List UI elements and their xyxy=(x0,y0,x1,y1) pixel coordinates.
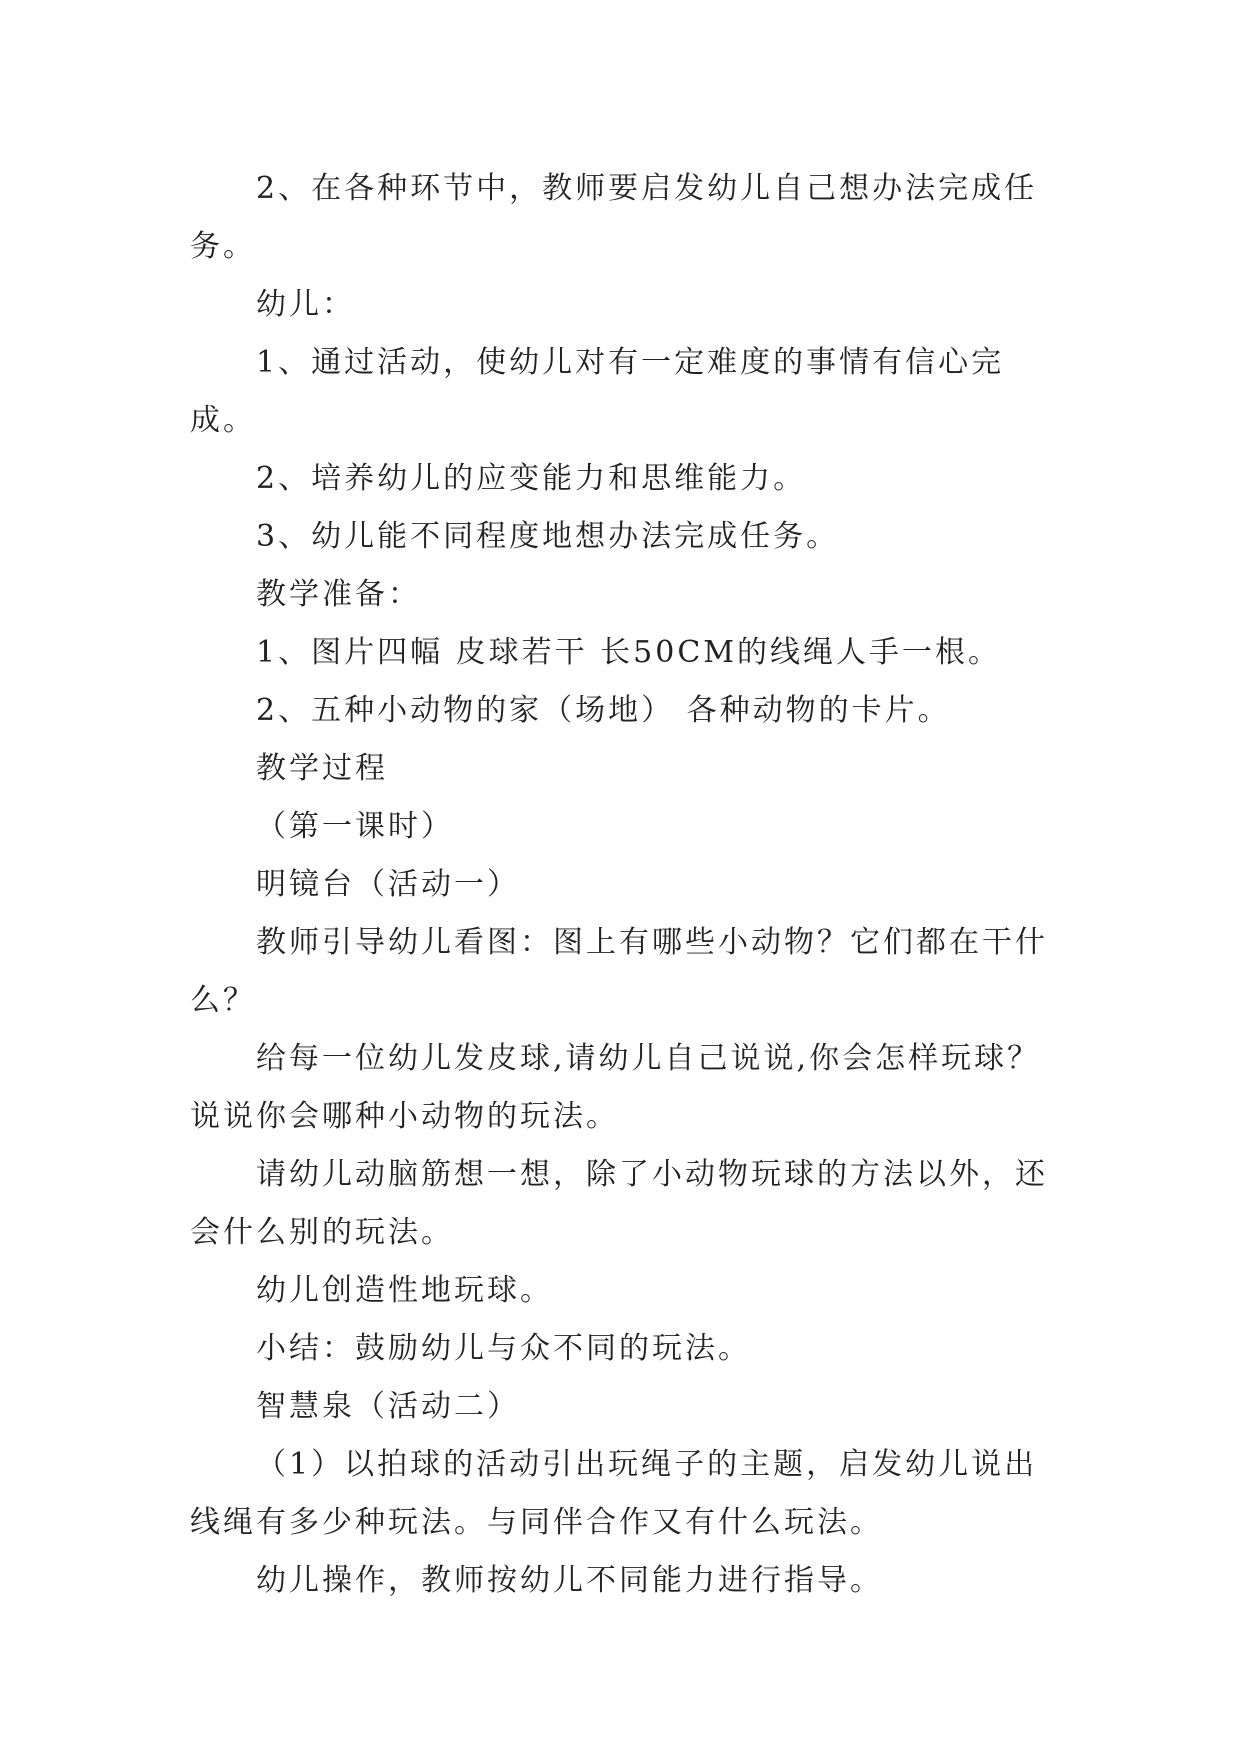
paragraph-children-goal-2: 2、培养幼儿的应变能力和思维能力。 xyxy=(256,461,807,496)
paragraph-first-lesson: （第一课时） xyxy=(256,809,454,844)
document-body xyxy=(190,160,1060,1610)
paragraph-activity-two-step-1: （1）以拍球的活动引出玩绳子的主题，启发幼儿说出线绳有多少种玩法。与同伴合作又有什么玩法。 xyxy=(190,1447,1038,1540)
paragraph-activity-one-summary: 小结：鼓励幼儿与众不同的玩法。 xyxy=(256,1331,751,1366)
paragraph-activity-one-step-4: 幼儿创造性地玩球。 xyxy=(256,1273,553,1308)
paragraph-activity-one-title: 明镜台（活动一） xyxy=(256,867,520,902)
paragraph-activity-one-step-2: 给每一位幼儿发皮球,请幼儿自己说说,你会怎样玩球？说说你会哪种小动物的玩法。 xyxy=(190,1041,1041,1134)
paragraph-preparation-1: 1、图片四幅 皮球若干 长50CM的线绳人手一根。 xyxy=(256,635,1002,670)
paragraph-activity-one-step-1: 教师引导幼儿看图：图上有哪些小动物？它们都在干什么？ xyxy=(190,925,1048,1018)
paragraph-children-goal-1: 1、通过活动，使幼儿对有一定难度的事情有信心完成。 xyxy=(190,345,1005,438)
paragraph-children-goal-3: 3、幼儿能不同程度地想办法完成任务。 xyxy=(256,519,840,554)
paragraph-activity-two-step-2: 幼儿操作，教师按幼儿不同能力进行指导。 xyxy=(256,1563,883,1598)
paragraph-activity-two-title: 智慧泉（活动二） xyxy=(256,1389,520,1424)
paragraph-process-heading: 教学过程 xyxy=(256,751,388,786)
paragraph-preparation-2: 2、五种小动物的家（场地） 各种动物的卡片。 xyxy=(256,693,951,728)
paragraph-children-heading: 幼儿： xyxy=(256,287,355,322)
paragraph-goal-2: 2、在各种环节中，教师要启发幼儿自己想办法完成任务。 xyxy=(190,171,1038,264)
paragraph-preparation-heading: 教学准备： xyxy=(256,577,421,612)
paragraph-activity-one-step-3: 请幼儿动脑筋想一想，除了小动物玩球的方法以外，还会什么别的玩法。 xyxy=(190,1157,1048,1250)
